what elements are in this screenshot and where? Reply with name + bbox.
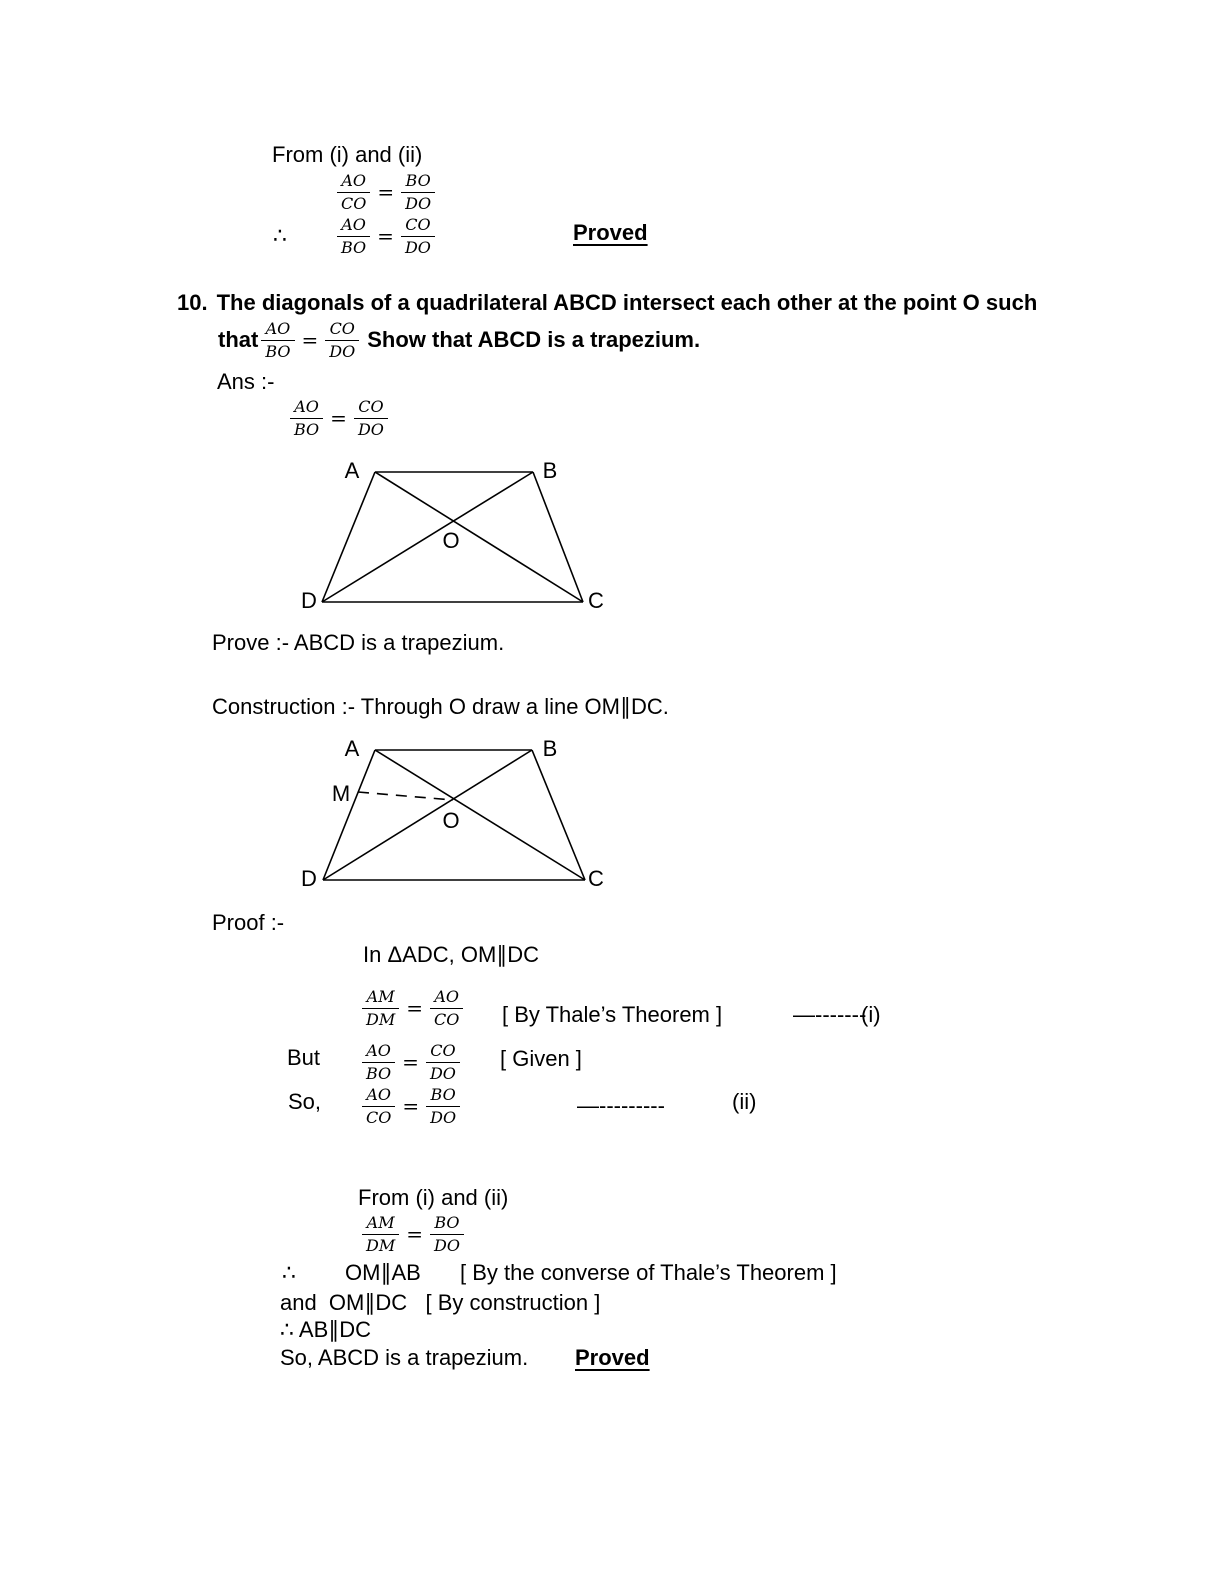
fraction-am-dm: $\frac{AM}{DM}$	[362, 987, 399, 1030]
conclusion-converse-note: [ By the converse of Thale’s Theorem ]	[460, 1260, 837, 1285]
side-BC	[532, 750, 585, 880]
proof-row3-dashes: —---------	[577, 1093, 665, 1118]
fraction-ao-bo: $\frac{AO}{BO}$	[290, 397, 323, 440]
answer-equation	[290, 396, 388, 440]
proved-label-top: Proved	[573, 220, 648, 245]
point-label-M: M	[331, 781, 351, 806]
side-BC	[533, 472, 583, 602]
equals-sign: =	[377, 180, 395, 204]
fraction-bo-do: $\frac{BO}{DO}$	[430, 1213, 464, 1256]
construction-line: Construction :- Through O draw a line OM∥DC.	[212, 694, 669, 719]
therefore-symbol: ∴	[273, 223, 287, 248]
proof-row2-word: But	[287, 1045, 321, 1070]
vertex-label-C: C	[588, 866, 604, 891]
trapezium-diagram-2	[295, 728, 615, 893]
conclusion-ab-dc: ∴ AB∥DC	[280, 1317, 372, 1342]
vertex-label-A: A	[344, 458, 360, 483]
conclusion-from-line: From (i) and (ii)	[358, 1185, 509, 1210]
equals-sign: =	[406, 996, 423, 1020]
conclusion-equation	[362, 1212, 464, 1256]
equals-sign: =	[406, 1222, 423, 1246]
equals-sign: =	[402, 1094, 420, 1118]
proof-row3-word: So,	[288, 1089, 322, 1114]
question-line2	[218, 316, 700, 364]
question-number: 10.	[177, 290, 208, 315]
top-equation-1	[337, 170, 435, 214]
trapezium-diagram-1	[295, 450, 615, 615]
question-text: The diagonals of a quadrilateral ABCD intersect each other at the point O such	[216, 290, 1038, 315]
diagonal-AC	[375, 472, 583, 602]
proof-in-line: In ΔADC, OM∥DC	[363, 942, 540, 967]
conclusion-om-ab: OM∥AB	[345, 1260, 421, 1285]
fraction-ao-bo: $\frac{AO}{BO}$	[337, 215, 370, 258]
therefore-symbol: ∴	[282, 1260, 296, 1285]
question-that: that	[218, 327, 259, 352]
question-rest: Show that ABCD is a trapezium.	[367, 327, 701, 352]
equals-sign: =	[330, 406, 347, 430]
vertex-label-C: C	[588, 588, 604, 613]
fraction-ao-co: $\frac{AO}{CO}$	[337, 171, 370, 214]
fraction-ao-co: $\frac{AO}{CO}$	[362, 1085, 395, 1128]
point-label-O: O	[442, 808, 460, 833]
equals-sign: =	[377, 224, 394, 248]
fraction-co-do: $\frac{CO}{DO}$	[401, 215, 435, 258]
proof-row1-note: [ By Thale’s Theorem ]	[502, 1002, 723, 1027]
fraction-ao-co: $\frac{AO}{CO}$	[430, 987, 463, 1030]
proof-row3-equation	[362, 1084, 460, 1128]
proof-label: Proof :-	[212, 910, 285, 935]
prove-line: Prove :- ABCD is a trapezium.	[212, 630, 505, 655]
side-AD	[323, 750, 375, 880]
vertex-label-D: D	[301, 866, 317, 891]
proof-row1-tag: (i)	[861, 1002, 881, 1027]
diagonal-BD	[323, 750, 532, 880]
vertex-label-A: A	[344, 736, 360, 761]
question-line1	[177, 291, 1037, 315]
proved-label-bottom: Proved	[575, 1345, 650, 1370]
vertex-label-B: B	[542, 736, 558, 761]
equals-sign: =	[301, 328, 319, 352]
proof-row2-equation	[362, 1040, 460, 1084]
proof-row1-dashes: —-------	[793, 1002, 867, 1027]
side-AD	[322, 472, 375, 602]
equals-sign: =	[402, 1050, 419, 1074]
fraction-ao-bo: $\frac{AO}{BO}$	[362, 1041, 395, 1084]
diagonal-BD	[322, 472, 533, 602]
vertex-label-D: D	[301, 588, 317, 613]
conclusion-final-line: So, ABCD is a trapezium.	[280, 1345, 529, 1370]
top-equation-2	[337, 214, 435, 258]
proof-row2-note: [ Given ]	[500, 1046, 582, 1071]
diagonal-AC	[375, 750, 585, 880]
fraction-ao-bo: $\frac{AO}{BO}$	[261, 319, 294, 362]
fraction-co-do: $\frac{CO}{DO}$	[325, 319, 359, 362]
fraction-bo-do: $\frac{BO}{DO}$	[401, 171, 435, 214]
fraction-co-do: $\frac{CO}{DO}$	[354, 397, 388, 440]
vertex-label-B: B	[542, 458, 558, 483]
fraction-co-do: $\frac{CO}{DO}$	[426, 1041, 460, 1084]
proof-row3-tag: (ii)	[732, 1089, 757, 1114]
conclusion-and-line: and OM∥DC [ By construction ]	[280, 1290, 601, 1315]
top-from-line: From (i) and (ii)	[272, 142, 423, 167]
fraction-bo-do: $\frac{BO}{DO}$	[426, 1085, 460, 1128]
point-label-O: O	[442, 528, 460, 553]
answer-label: Ans :-	[217, 369, 275, 394]
proof-row1-equation	[362, 986, 463, 1030]
segment-MO-dashed	[358, 792, 453, 800]
fraction-am-dm: $\frac{AM}{DM}$	[362, 1213, 399, 1256]
